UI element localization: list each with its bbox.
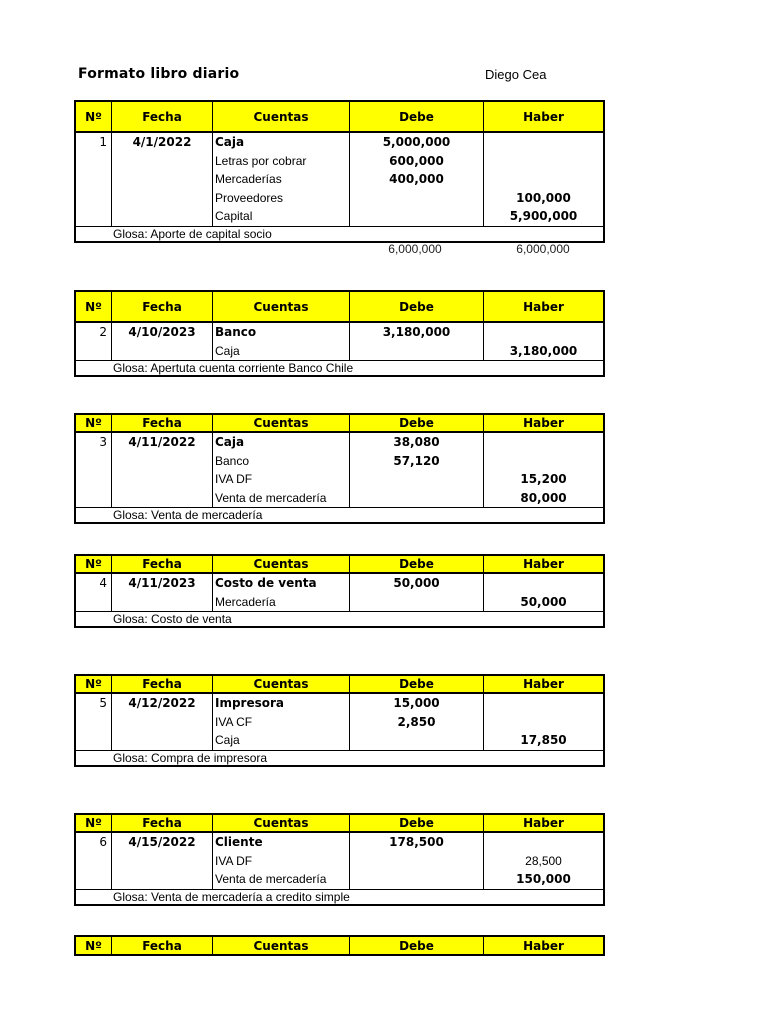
credit-amount: 100,000 (516, 190, 571, 205)
debit-amount: 400,000 (389, 172, 444, 186)
header-cuentas: Cuentas (212, 815, 349, 831)
debit-amount: 178,500 (389, 835, 444, 849)
debit-amount (350, 852, 483, 871)
credit-amount: 17,850 (520, 733, 567, 747)
debit-amount: 57,120 (393, 453, 440, 468)
journal-entry-4 (74, 554, 605, 628)
debit-amount: 38,080 (393, 435, 440, 449)
account-name: Venta de mercadería (215, 872, 327, 886)
debit-amount: 15,000 (393, 696, 440, 710)
entry-body (74, 833, 605, 889)
header-debe: Debe (349, 292, 483, 321)
entry-glosa: Glosa: Compra de impresora (74, 750, 605, 767)
author-name: Diego Cea (485, 67, 547, 82)
debit-amount (350, 207, 483, 226)
entry-body (74, 323, 605, 360)
credit-amount (484, 694, 603, 713)
header-num: Nº (85, 816, 102, 830)
journal-entry-2 (74, 290, 605, 377)
debit-amount (350, 870, 483, 889)
header-fecha: Fecha (111, 415, 212, 431)
page-title: Formato libro diario (78, 66, 240, 82)
header-num: Nº (85, 416, 102, 430)
entry-date: 4/12/2022 (128, 696, 196, 710)
entry-glosa: Glosa: Aporte de capital socio (74, 226, 605, 243)
header-debe: Debe (349, 415, 483, 431)
header-haber: Haber (483, 102, 603, 131)
header-num: Nº (85, 677, 102, 691)
entry-number: 6 (99, 835, 107, 849)
debit-amount: 2,850 (397, 714, 436, 729)
journal-entry-3 (74, 413, 605, 524)
account-name: IVA CF (215, 714, 253, 729)
header-haber: Haber (483, 556, 603, 572)
credit-amount: 80,000 (520, 490, 567, 505)
entry-glosa: Glosa: Apertuta cuenta corriente Banco Chile (74, 360, 605, 377)
entry-header (74, 674, 605, 694)
header-cuentas: Cuentas (212, 676, 349, 692)
header-haber: Haber (483, 937, 603, 954)
credit-amount (484, 152, 603, 171)
header-debe: Debe (349, 937, 483, 954)
header-haber: Haber (483, 815, 603, 831)
entry-body (74, 694, 605, 750)
account-name: Cliente (215, 835, 263, 849)
header-cuentas: Cuentas (212, 556, 349, 572)
journal-entry-5 (74, 674, 605, 767)
journal-entry-1 (74, 100, 605, 243)
credit-amount (484, 452, 603, 471)
credit-amount: 5,900,000 (509, 209, 578, 223)
credit-amount (484, 323, 603, 342)
entry-number: 2 (99, 325, 107, 339)
account-name: Caja (215, 343, 240, 358)
entry-header (74, 813, 605, 833)
account-name: IVA DF (215, 472, 253, 486)
entry-number: 4 (99, 576, 107, 590)
credit-amount: 3,180,000 (509, 343, 578, 358)
header-haber: Haber (483, 676, 603, 692)
header-cuentas: Cuentas (212, 415, 349, 431)
account-name: Capital (215, 209, 253, 223)
account-name: Mercaderías (215, 172, 282, 186)
credit-amount (484, 713, 603, 732)
entry-header (74, 290, 605, 323)
entry-header (74, 554, 605, 574)
header-fecha: Fecha (111, 815, 212, 831)
entry-number: 3 (99, 435, 107, 449)
entry-number: 1 (99, 135, 107, 149)
credit-amount (484, 133, 603, 152)
header-num: Nº (85, 938, 102, 953)
journal-entry-7 (74, 935, 605, 956)
header-debe: Debe (349, 102, 483, 131)
debit-amount (350, 489, 483, 508)
entry-glosa: Glosa: Costo de venta (74, 611, 605, 628)
credit-amount: 150,000 (516, 872, 571, 886)
header-haber: Haber (483, 415, 603, 431)
entry-date: 4/11/2022 (128, 435, 196, 449)
account-name: Caja (215, 733, 240, 747)
credit-amount: 50,000 (520, 594, 567, 609)
entry-date: 4/1/2022 (132, 135, 192, 149)
debit-amount: 600,000 (389, 153, 444, 168)
account-name: Banco (215, 325, 257, 339)
journal-entry-6 (74, 813, 605, 906)
header-num: Nº (85, 299, 102, 314)
header-num: Nº (85, 109, 102, 124)
entry-date: 4/15/2022 (128, 835, 196, 849)
debit-amount (350, 342, 483, 361)
header-cuentas: Cuentas (212, 102, 349, 131)
account-name: Mercadería (215, 594, 276, 609)
header-fecha: Fecha (111, 556, 212, 572)
credit-amount: 28,500 (525, 853, 562, 868)
entry-glosa: Glosa: Venta de mercadería (74, 507, 605, 524)
total-credit: 6,000,000 (516, 242, 570, 256)
header-cuentas: Cuentas (212, 292, 349, 321)
account-name: Proveedores (215, 190, 284, 205)
account-name: Costo de venta (215, 576, 317, 590)
credit-amount (484, 574, 603, 593)
debit-amount (350, 470, 483, 489)
total-debit: 6,000,000 (388, 242, 442, 256)
entry-header (74, 413, 605, 433)
header-fecha: Fecha (111, 292, 212, 321)
header-cuentas: Cuentas (212, 937, 349, 954)
account-name: IVA DF (215, 853, 253, 868)
entry-date: 4/10/2023 (128, 325, 196, 339)
header-haber: Haber (483, 292, 603, 321)
entry-totals (348, 242, 604, 256)
debit-amount (350, 593, 483, 612)
entry-glosa: Glosa: Venta de mercadería a credito simple (74, 889, 605, 906)
header-debe: Debe (349, 556, 483, 572)
header-fecha: Fecha (111, 676, 212, 692)
entry-body (74, 433, 605, 507)
entry-header (74, 100, 605, 133)
account-name: Banco (215, 453, 250, 468)
account-name: Impresora (215, 696, 285, 710)
debit-amount (350, 731, 483, 750)
header-fecha: Fecha (111, 937, 212, 954)
account-name: Caja (215, 135, 245, 149)
debit-amount: 5,000,000 (382, 135, 451, 149)
credit-amount: 15,200 (520, 472, 567, 486)
debit-amount: 3,180,000 (382, 325, 451, 339)
header-num: Nº (85, 557, 102, 571)
account-name: Venta de mercadería (215, 490, 327, 505)
credit-amount (484, 833, 603, 852)
header-debe: Debe (349, 676, 483, 692)
credit-amount (484, 433, 603, 452)
account-name: Letras por cobrar (215, 153, 307, 168)
debit-amount (350, 189, 483, 208)
debit-amount: 50,000 (393, 576, 440, 590)
entry-number: 5 (99, 696, 107, 710)
header-fecha: Fecha (111, 102, 212, 131)
entry-header (74, 935, 605, 956)
entry-date: 4/11/2023 (128, 576, 196, 590)
entry-body (74, 574, 605, 611)
credit-amount (484, 170, 603, 189)
entry-body (74, 133, 605, 226)
account-name: Caja (215, 435, 245, 449)
header-debe: Debe (349, 815, 483, 831)
